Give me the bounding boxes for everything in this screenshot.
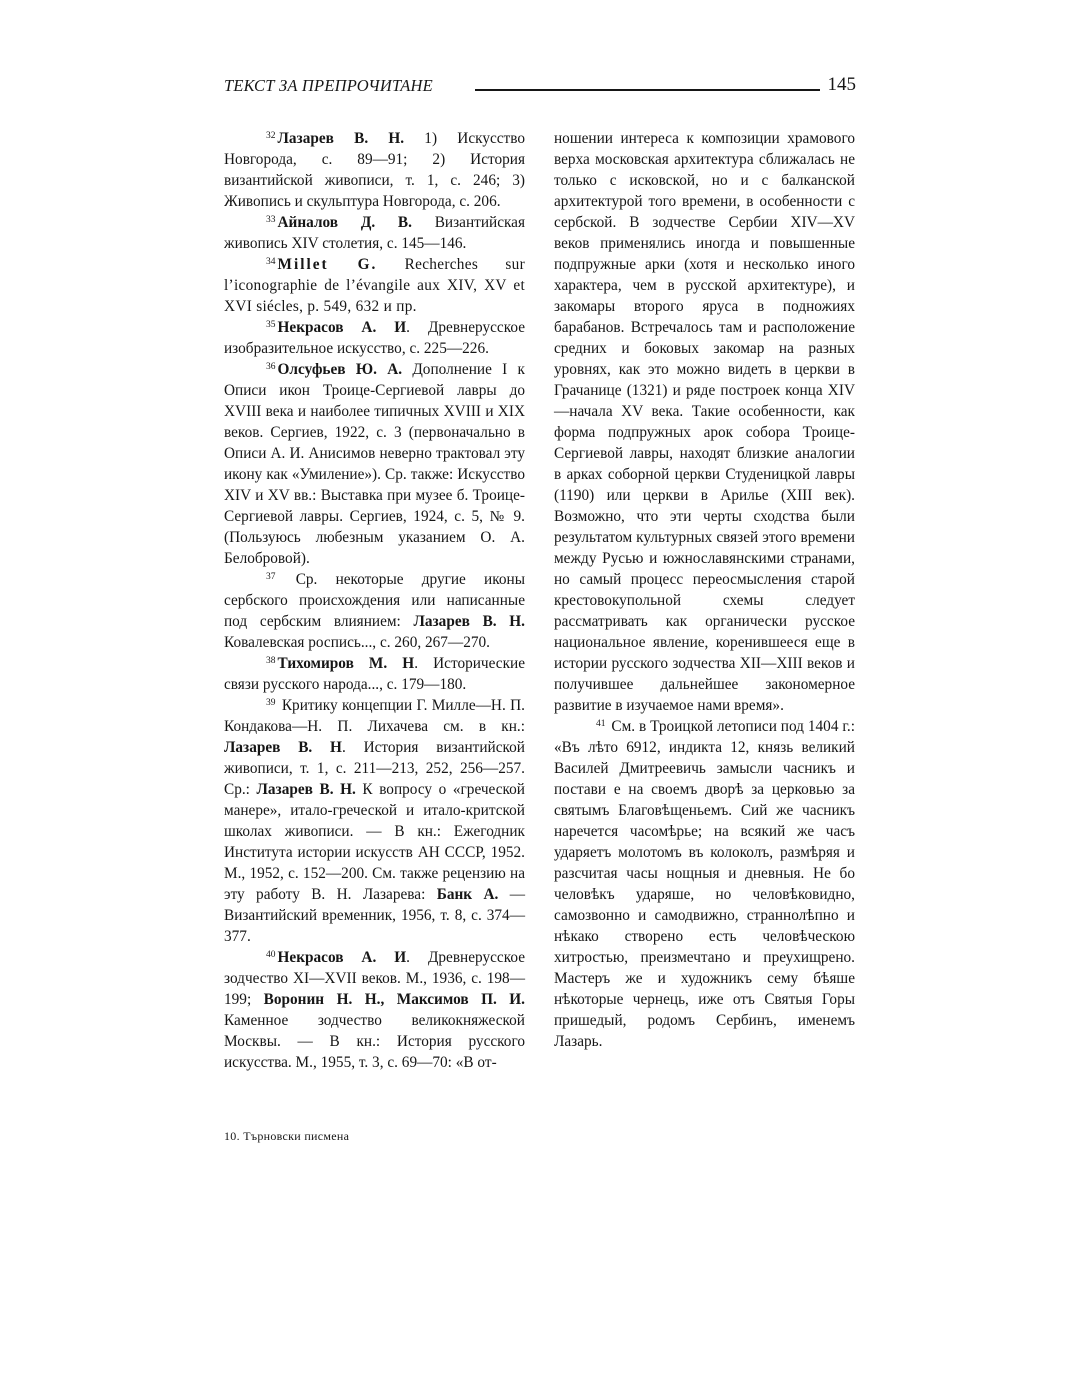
footnote-number: 33 (266, 215, 276, 225)
footnote-text: Ср. некоторые другие иконы сербского происхождения или написанные под сербским влиянием: (224, 571, 525, 630)
footnote-number: 32 (266, 131, 276, 141)
footnote-author: Лазарев В. Н (224, 739, 342, 756)
footnote-number: 35 (266, 320, 276, 330)
footnote-41 (554, 716, 855, 1052)
footnote-text: См. в Троицкой летописи под 1404 г.: «Въ лѣто 6912, индикта 12, князь великий Василей Дмитреевичь замысли часникъ и постави е на своемъ дворѣ за церковью за святымъ Благовѣщеньемъ. Сий же часникъ наречется часомѣрье; на всякий же часъ ударяетъ молотомъ въ колоколъ, размѣряя и разсчитая часы нощныя и дневныя. Не бо человѣкъ ударяше, но человѣковидно, самозвонно и самодвижно, страннолѣпно и нѣкако створено есть человѣческою хитростью, преизмечтано и преухищрено. Мастеръ же и художникъ сему бѣяше нѣкоторые чернець, иже отъ Святыя Горы пришедый, родомъ Сербинъ, именемъ Лазарь. (554, 718, 855, 1050)
footnote-37 (224, 569, 525, 653)
footnote-36 (224, 359, 525, 569)
footnote-author: Воронин Н. Н., Максимов П. И. (263, 991, 525, 1008)
footnote-author: Лазарев В. Н. (413, 613, 525, 630)
printer-signature: 10. Търновски писмена (224, 1129, 350, 1143)
footnote-text: 1) Искусство Новгорода, с. 89—91; 2) История византийской живописи, т. 1, с. 246; 3) Живопись и скульптура Новгорода, с. 206. (224, 130, 525, 210)
footnote-author: Лазарев В. Н. (256, 781, 356, 798)
footnote-34 (224, 254, 525, 317)
footnote-text: . Древнерусское изобразительное искусство, с. 225—226. (224, 319, 525, 357)
footnote-text: . История византийской живописи, т. 1, с. 211—213, 252, 256—257. Ср.: (224, 739, 525, 798)
footnote-text: . Исторические связи русского народа..., с. 179—180. (224, 655, 525, 693)
footnote-number: 36 (266, 362, 276, 372)
footnote-33 (224, 212, 525, 254)
running-header (224, 74, 856, 100)
footnote-text: Каменное зодчество великокняжеской Москвы. — В кн.: История русского искусства. М., 1955, т. 3, с. 69—70: «В от- (224, 1012, 525, 1071)
footnote-author: Олсуфьев Ю. А. (277, 361, 403, 378)
right-column (554, 128, 855, 1052)
footnote-40-continuation: ношении интереса к композиции храмового верха московская архитектура сближалась не только с исковской, но и с балканской архитектурой того времени, в особенности с сербской. В зодчестве Сербии XIV—XV веков применялись иногда и повышенные подпружные арки (хотя и несколько иного характера, чем в русской архитектуре), и закомары второго яруса в подножиях барабанов. Встречалось там и расположение средних и боковых закомар на разных уровнях, как это можно видеть в церкви в Грачанице (1321) и ряде построек конца XIV—начала XV века. Такие особенности, как форма подпружных арок собора Троице-Сергиевой лавры, находят близкие аналогии в арках соборной церкви Студеницкой лавры (1190) или церкви в Арилье (XIII век). Возможно, что эти черты сходства были результатом культурных связей этого времени между Русью и южнославянскими странами, но самый процесс переосмысления старой крестовокупольной схемы следует рассматривать как органически русское национальное явление, коренившееся еще в истории русского зодчества XII—XIII веков и получившее дальнейшее закономерное развитие в изучаемое нами время». (554, 130, 855, 714)
footnote-author: Некрасов А. И (277, 949, 407, 966)
footnote-39 (224, 695, 525, 947)
footnote-author: Банк А. (436, 886, 499, 903)
header-rule (475, 89, 820, 91)
footnote-number: 41 (596, 719, 606, 729)
footnote-author: Millet G. (277, 256, 378, 273)
footnote-text: Ковалевская роспись..., с. 260, 267—270. (224, 634, 490, 651)
footnote-text: К вопросу о «греческой манере», итало-греческой и итало-критской школах живописи. — В кн.: Ежегодник Института истории искусств АН СССР, 1952. М., 1952, с. 152—200. См. также рецензию на эту работу В. Н. Лазарева: (224, 781, 525, 903)
footnote-32 (224, 128, 525, 212)
running-title: ТЕКСТ ЗА ПРЕПРОЧИТАНЕ (224, 76, 433, 95)
footnote-text: Критику концепции Г. Милле—Н. П. Кондакова—Н. П. Лихачева см. в кн.: (224, 697, 525, 735)
footnote-text: — Византийский временник, 1956, т. 8, с. 374—377. (224, 886, 525, 945)
footnote-number: 37 (266, 572, 276, 582)
footnote-author: Лазарев В. Н. (277, 130, 405, 147)
footnote-38 (224, 653, 525, 695)
footnote-number: 38 (266, 656, 276, 666)
footnote-number: 39 (266, 698, 276, 708)
footnote-author: Некрасов А. И (277, 319, 407, 336)
footnote-35 (224, 317, 525, 359)
footnote-text: . Древнерусское зодчество XI—XVII веков. М., 1936, с. 198—199; (224, 949, 525, 1008)
footnote-author: Айналов Д. В. (277, 214, 412, 231)
footnote-text: Дополнение I к Описи икон Троице-Сергиевой лавры до XVIII века и наиболее типичных XVIII и XIX веков. Сергиев, 1922, с. 3 (первоначально в Описи А. И. Анисимов неверно трактовал эту икону как «Умиление»). Ср. также: Искусство XIV и XV вв.: Выставка при музее б. Троице-Сергиевой лавры. Сергиев, 1924, с. 5, № 9. (Пользуюсь любезным указанием О. А. Белобровой). (224, 361, 525, 567)
page-number: 145 (827, 74, 856, 95)
footnote-number: 34 (266, 257, 276, 267)
footnote-number: 40 (266, 950, 276, 960)
footnote-author: Тихомиров М. Н (277, 655, 415, 672)
left-column (224, 128, 525, 1073)
footnote-text: Recherches sur l’iconographie de l’évangile aux XIV, XV et XVI siécles, p. 549, 632 и пр. (224, 256, 525, 315)
footnote-40 (224, 947, 525, 1073)
footnote-text: Византийская живопись XIV столетия, с. 145—146. (224, 214, 526, 252)
